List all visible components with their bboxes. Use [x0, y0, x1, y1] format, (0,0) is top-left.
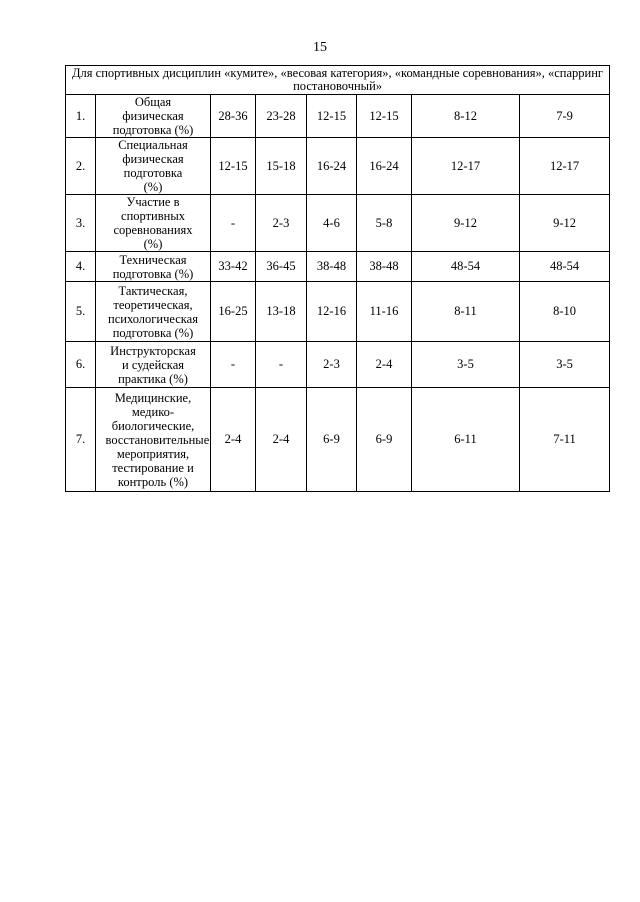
row-name: [96, 252, 211, 282]
table-cell: 23-28: [256, 95, 307, 138]
table-cell: 16-24: [307, 138, 357, 195]
row-name: [96, 95, 211, 138]
table-cell: -: [211, 195, 256, 252]
row-number: 7.: [66, 388, 96, 492]
table-row: [66, 95, 610, 138]
table-row: [66, 138, 610, 195]
table-cell: 36-45: [256, 252, 307, 282]
table-cell: 15-18: [256, 138, 307, 195]
table-cell: 38-48: [357, 252, 412, 282]
table-cell: 6-11: [412, 388, 520, 492]
row-number: 1.: [66, 95, 96, 138]
table-cell: 8-12: [412, 95, 520, 138]
table-cell: 16-25: [211, 282, 256, 342]
table-cell: 38-48: [307, 252, 357, 282]
table-cell: 2-4: [211, 388, 256, 492]
table-cell: 6-9: [307, 388, 357, 492]
training-ratio-table: [65, 65, 610, 492]
table-header-row: [66, 66, 610, 95]
row-name: [96, 138, 211, 195]
table-header: Для спортивных дисциплин «кумите», «весовая категория», «командные соревнования», «спарринг постановочный»: [66, 66, 610, 95]
row-number: 6.: [66, 342, 96, 388]
table-cell: 3-5: [520, 342, 610, 388]
table-cell: -: [256, 342, 307, 388]
row-name: [96, 195, 211, 252]
table-cell: 48-54: [520, 252, 610, 282]
table-cell: -: [211, 342, 256, 388]
row-number: 4.: [66, 252, 96, 282]
table-cell: 12-17: [412, 138, 520, 195]
table-cell: 28-36: [211, 95, 256, 138]
table-cell: 3-5: [412, 342, 520, 388]
table-cell: 12-15: [357, 95, 412, 138]
table-cell: 8-10: [520, 282, 610, 342]
table-cell: 2-4: [256, 388, 307, 492]
table-cell: 9-12: [520, 195, 610, 252]
table-cell: 48-54: [412, 252, 520, 282]
table-cell: 5-8: [357, 195, 412, 252]
table-cell: 12-16: [307, 282, 357, 342]
table-cell: 6-9: [357, 388, 412, 492]
row-name-text: Общая физическая подготовка (%): [112, 95, 194, 137]
table-row: [66, 282, 610, 342]
row-name-text: Медицинские, медико-биологические, восстановительные мероприятия, тестирование и контроль (%): [105, 390, 210, 489]
row-number: 3.: [66, 195, 96, 252]
table-row: [66, 195, 610, 252]
table-cell: 8-11: [412, 282, 520, 342]
table-cell: 33-42: [211, 252, 256, 282]
row-name-text: Инструкторская и судейская практика (%): [110, 343, 196, 386]
row-number: 2.: [66, 138, 96, 195]
table-cell: 2-3: [307, 342, 357, 388]
table-cell: 7-11: [520, 388, 610, 492]
page-number: 15: [313, 40, 327, 55]
row-name-text: Специальная физическая подготовка (%): [118, 138, 188, 194]
row-number: 5.: [66, 282, 96, 342]
table-cell: 13-18: [256, 282, 307, 342]
table-cell: 16-24: [357, 138, 412, 195]
row-name: [96, 342, 211, 388]
row-name-text: Тактическая, теоретическая, психологическая подготовка (%): [108, 283, 198, 340]
row-name: [96, 388, 211, 492]
table-cell: 12-17: [520, 138, 610, 195]
table-row: [66, 342, 610, 388]
row-name-text: Техническая подготовка (%): [112, 252, 194, 281]
table-cell: 2-3: [256, 195, 307, 252]
table-cell: 4-6: [307, 195, 357, 252]
table-cell: 12-15: [211, 138, 256, 195]
table-cell: 7-9: [520, 95, 610, 138]
row-name: [96, 282, 211, 342]
table-cell: 11-16: [357, 282, 412, 342]
table-row: [66, 388, 610, 492]
table-cell: 2-4: [357, 342, 412, 388]
table-row: [66, 252, 610, 282]
table-cell: 12-15: [307, 95, 357, 138]
row-name-text: Участие в спортивных соревнованиях (%): [113, 195, 193, 251]
table-cell: 9-12: [412, 195, 520, 252]
